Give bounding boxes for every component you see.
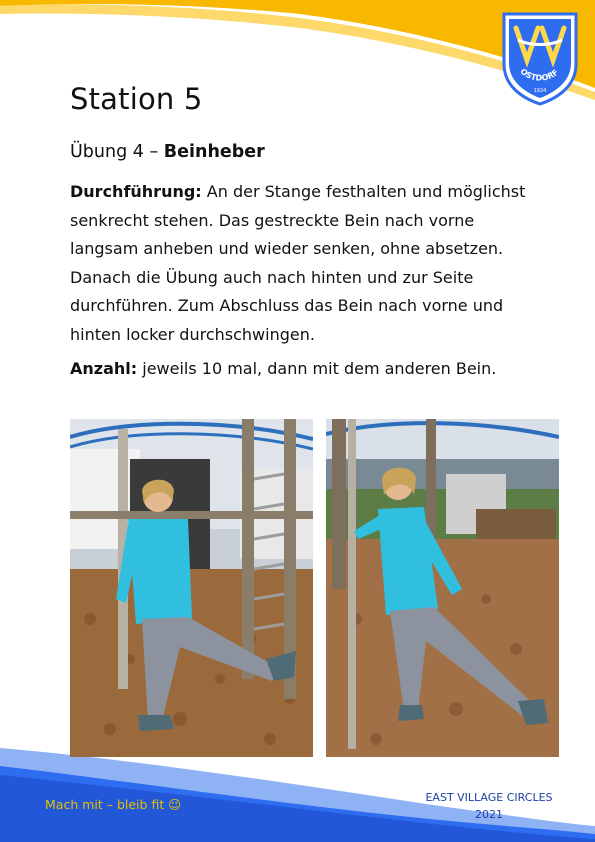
exercise-name: Beinheber [163,142,265,162]
exercise-photo-front [70,419,313,757]
instructions-text: An der Stange festhalten und möglichst senkrecht stehen. Das gestreckte Bein nach vorne langsam anheben und wieder senken, ohne absetzen. Danach die Übung auch nach hinten und zur Seite durchführen. Zum Abschluss das Bein nach vorne und hinten locker durchschwingen. [70,182,526,344]
exercise-prefix: Übung 4 – [70,142,164,162]
brand-year: 2021 [475,808,503,821]
count-text: jeweils 10 mal, dann mit dem anderen Bein. [137,359,497,378]
page-title: Station 5 [70,82,203,116]
footer-slogan: Mach mit – bleib fit 😉 [45,797,182,812]
count-label: Anzahl: [70,359,138,378]
club-logo-text: OSTDORF [518,66,561,83]
repetitions-paragraph [70,355,540,383]
brand-name: EAST VILLAGE CIRCLES [425,791,553,804]
instructions-paragraph [70,178,540,350]
instructions-label: Durchführung: [70,182,202,201]
club-logo-year: 1924 [533,88,547,94]
exercise-photo-back [326,419,559,757]
footer-brand [424,789,554,823]
club-logo [500,10,580,106]
exercise-heading [70,142,265,162]
